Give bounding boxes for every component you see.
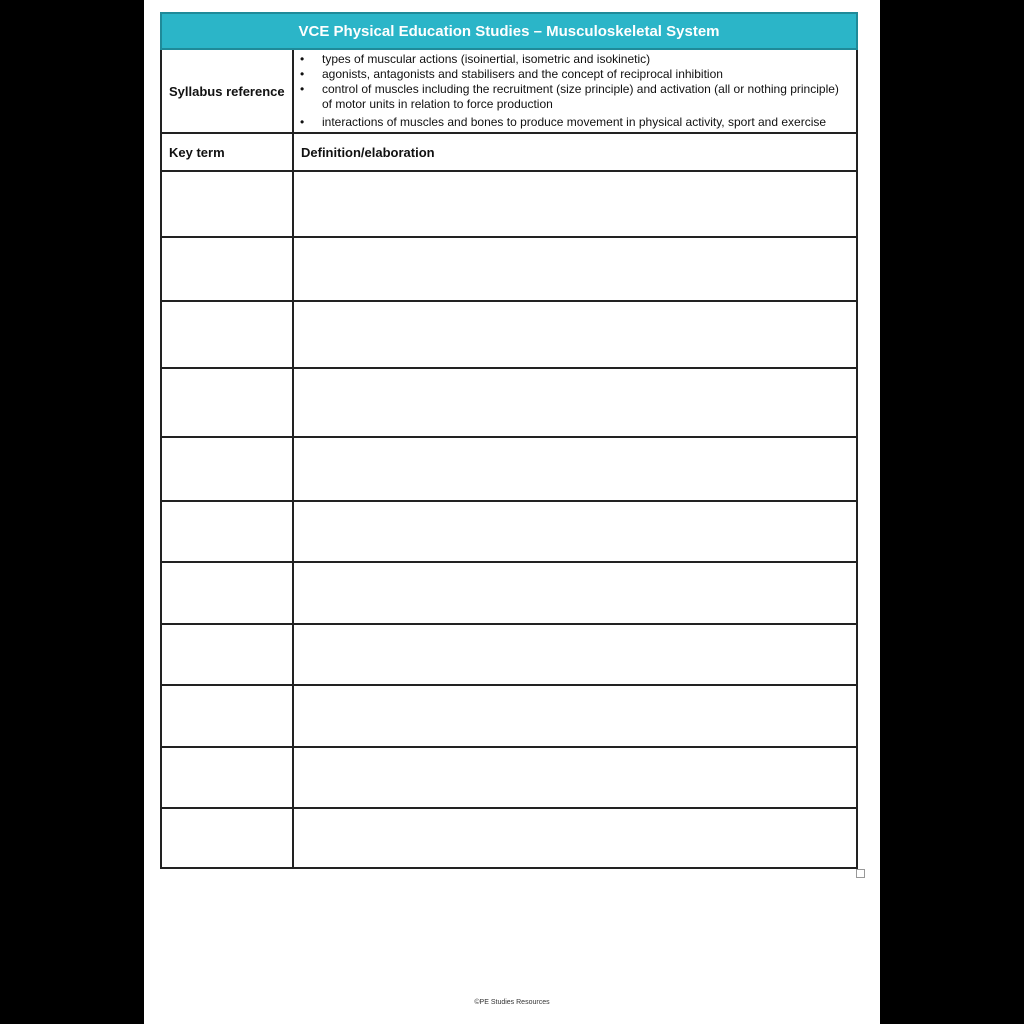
definition-cell[interactable]	[293, 171, 857, 237]
definition-cell[interactable]	[293, 808, 857, 868]
definition-cell[interactable]	[293, 501, 857, 562]
key-term-cell[interactable]	[161, 437, 293, 501]
syllabus-point: • types of muscular actions (isoinertial, isometric and isokinetic)	[300, 52, 852, 67]
definition-cell[interactable]	[293, 368, 857, 437]
key-term-cell[interactable]	[161, 368, 293, 437]
table-title: VCE Physical Education Studies – Musculoskeletal System	[161, 13, 857, 49]
syllabus-point: • interactions of muscles and bones to produce movement in physical activity, sport and exercise	[300, 115, 852, 130]
syllabus-point: • agonists, antagonists and stabilisers and the concept of reciprocal inhibition	[300, 67, 852, 82]
column-header-definition: Definition/elaboration	[293, 133, 857, 171]
definition-cell[interactable]	[293, 301, 857, 368]
column-header-key-term: Key term	[161, 133, 293, 171]
key-term-cell[interactable]	[161, 301, 293, 368]
table-resize-handle[interactable]	[856, 869, 865, 878]
key-terms-table	[160, 12, 858, 869]
key-term-cell[interactable]	[161, 685, 293, 747]
definition-cell[interactable]	[293, 685, 857, 747]
footer-copyright: ©PE Studies Resources	[474, 999, 550, 1006]
syllabus-point: • control of muscles including the recruitment (size principle) and activation (all or nothing principle) of motor units in relation to force production	[300, 82, 852, 112]
definition-cell[interactable]	[293, 562, 857, 624]
key-term-cell[interactable]	[161, 562, 293, 624]
definition-cell[interactable]	[293, 437, 857, 501]
key-term-cell[interactable]	[161, 237, 293, 301]
key-term-cell[interactable]	[161, 747, 293, 808]
document-page	[144, 0, 880, 1024]
syllabus-label: Syllabus reference	[161, 49, 293, 133]
definition-cell[interactable]	[293, 237, 857, 301]
key-term-cell[interactable]	[161, 624, 293, 685]
key-term-cell[interactable]	[161, 808, 293, 868]
key-term-cell[interactable]	[161, 171, 293, 237]
key-term-cell[interactable]	[161, 501, 293, 562]
definition-cell[interactable]	[293, 624, 857, 685]
definition-cell[interactable]	[293, 747, 857, 808]
syllabus-points	[293, 49, 857, 133]
